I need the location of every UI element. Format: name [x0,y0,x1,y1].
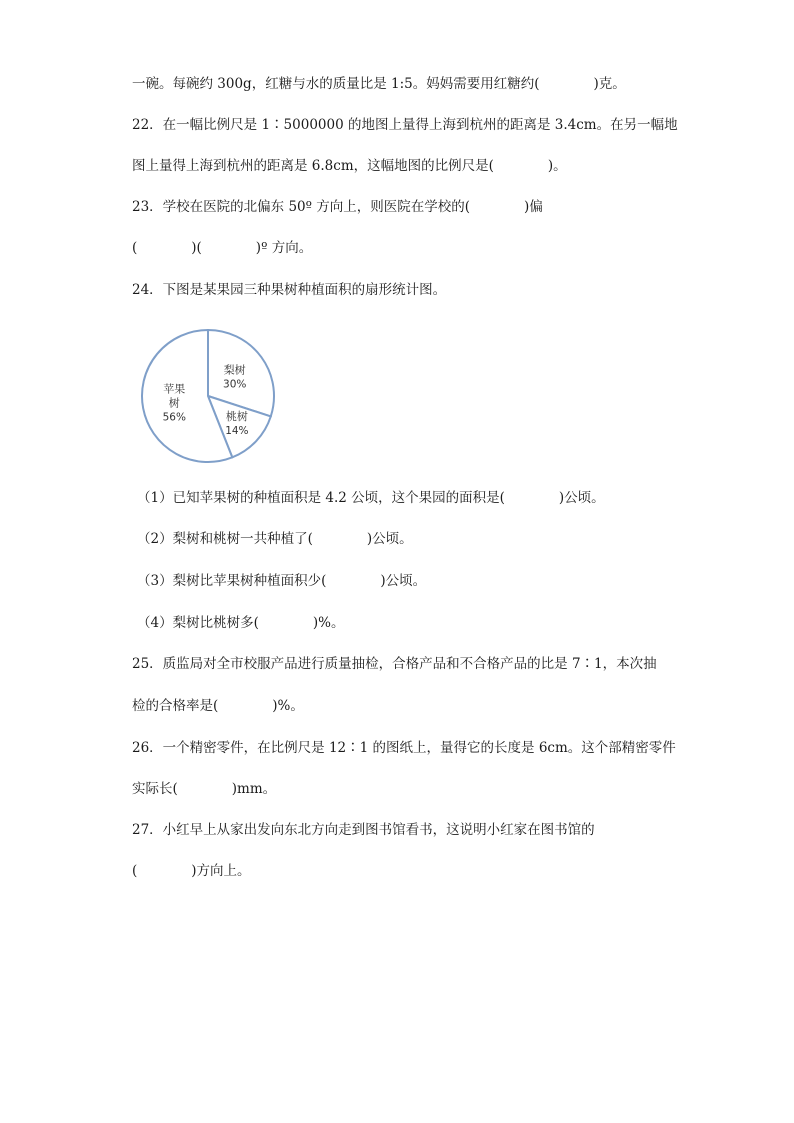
pie-category-label-2: 苹果 [163,382,186,396]
question-24-part-4: （4）梨树比桃树多( )%。 [137,615,345,631]
question-24-part-1: （1）已知苹果树的种植面积是 4.2 公顷，这个果园的面积是( )公顷。 [137,490,605,506]
text-line-1: 一碗。每碗约 300g，红糖与水的质量比是 1:5。妈妈需要用红糖约( )克。 [132,76,626,92]
pie-chart [138,326,278,466]
pie-value-label-0: 30% [223,378,247,391]
question-25-line-2: 检的合格率是( )%。 [132,698,304,714]
question-22-line-2: 图上量得上海到杭州的距离是 6.8cm，这幅地图的比例尺是( )。 [132,158,567,174]
pie-value-label-1: 14% [225,425,249,438]
question-25-line-1: 25．质监局对全市校服产品进行质量抽检，合格产品和不合格产品的比是 7∶1，本次抽 [132,656,657,672]
question-23-line-1: 23．学校在医院的北偏东 50º 方向上，则医院在学校的( )偏 [132,199,543,215]
question-27-line-2: ( )方向上。 [132,863,251,879]
question-23-line-2: ( )( )º 方向。 [132,240,313,256]
pie-category-label-0: 梨树 [223,363,246,377]
question-26-line-1: 26．一个精密零件，在比例尺是 12∶1 的图纸上，量得它的长度是 6cm。这个部精密零件 [132,740,676,756]
question-27-line-1: 27．小红早上从家出发向东北方向走到图书馆看书，这说明小红家在图书馆的 [132,822,595,838]
question-24-intro: 24．下图是某果园三种果树种植面积的扇形统计图。 [132,282,447,298]
question-26-line-2: 实际长( )mm。 [132,781,277,797]
pie-chart-svg [138,326,278,466]
pie-category-label-1: 桃树 [225,410,248,424]
question-24-part-2: （2）梨树和桃树一共种植了( )公顷。 [137,531,413,547]
pie-category-label-2: 树 [168,396,180,410]
pie-value-label-2: 56% [162,411,186,424]
question-22-line-1: 22．在一幅比例尺是 1∶5000000 的地图上量得上海到杭州的距离是 3.4cm。在另一幅地 [132,117,678,133]
question-24-part-3: （3）梨树比苹果树种植面积少( )公顷。 [137,573,427,589]
